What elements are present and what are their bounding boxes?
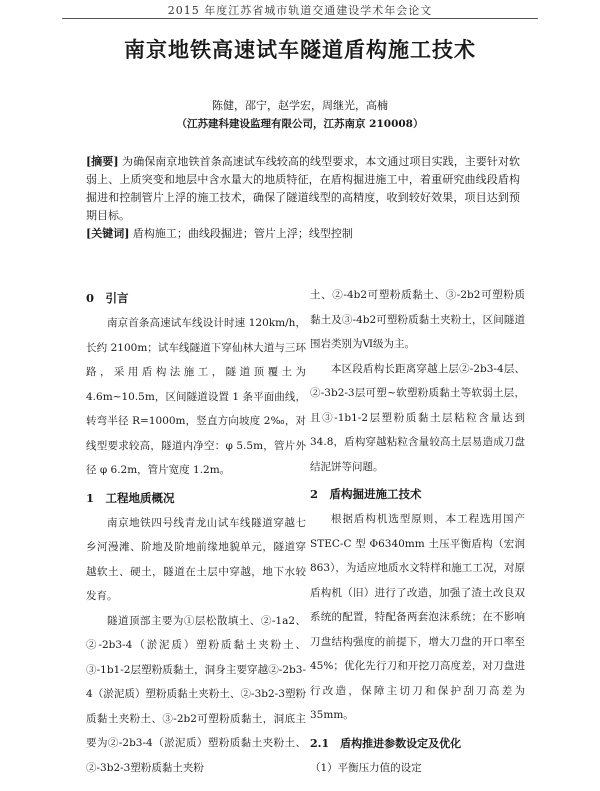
abstract-paragraph xyxy=(86,153,520,225)
abstract-block xyxy=(86,153,520,243)
keywords-label: [关键词] xyxy=(86,227,130,240)
affiliation: （江苏建科建设监理有限公司，江苏南京 210008） xyxy=(176,118,424,130)
geology-paragraph-1: 南京地铁四号线青龙山试车线隧道穿越七乡河漫滩、阶地及阶地前缘地貌单元，隧道穿越软土、硬土，隧道在土层中穿越，地下水较发育。 xyxy=(86,516,306,602)
keywords-paragraph xyxy=(86,225,520,243)
geology-paragraph-continued: 土、②-4b2可塑粉质黏土、③-2b2可塑粉质黏土及③-4b2可塑粉质黏土夹粉土，区间隧道围岩类别为Ⅵ级为主。 xyxy=(310,289,525,350)
author-list: 陈健，邵宁，赵学宏，周继光，高楠 xyxy=(212,99,388,112)
left-column xyxy=(86,283,306,780)
keywords-text: 盾构施工；曲线段掘进；管片上浮；线型控制 xyxy=(132,227,353,240)
subsection-item-1: （1）平衡压力值的设定 xyxy=(310,761,422,774)
header-rule xyxy=(62,18,538,19)
tunneling-paragraph: 根据盾构机选型原则，本工程选用国产 STEC-C 型 Φ6340mm 土压平衡盾构（宏润 863），为适应地质水文特样和施工工况，对原盾构机（旧）进行了改造，加强了渣土改良双系统的配置，特配备两套泡沫系统；在不影响刀盘结构强度的前提下，增大刀盘的开口率至 45%；优化先行刀和开挖刀高度差，对刀盘进行改造，保障主切刀和保护刮刀高差为 35mm。 xyxy=(310,513,525,721)
section-heading-tunneling: 2 盾构掘进施工技术 xyxy=(310,487,422,501)
paper-title: 南京地铁高速试车隧道盾构施工技术 xyxy=(124,37,476,62)
intro-paragraph: 南京首条高速试车线设计时速 120km/h，长约 2100m；试车线隧道下穿仙林大道与三环路，采用盾构法施工，隧道顶覆土为 4.6m~10.5m，区间隧道设置 1 条平面曲线，转弯半径 R=1000m，竖直方向坡度 2‰，对线型要求较高，隧道内净空：φ 5.5m，管片外径 φ 6.2m，管片宽度 1.2m。 xyxy=(86,317,306,476)
abstract-text: 为确保南京地铁首条高速试车线较高的线型要求，本文通过项目实践，主要针对软弱上、上质突变和地层中含水量大的地质特征，在盾构掘进施工中，着重研究曲线段盾构掘进和控制管片上浮的施工技术，确保了隧道线型的高精度，收到较好效果，项目达到预期目标。 xyxy=(86,155,521,222)
section-heading-intro: 0 引言 xyxy=(86,291,129,305)
section-heading-geology: 1 工程地质概况 xyxy=(86,490,175,505)
geology-paragraph-3: 本区段盾构长距离穿越上层②-2b3-4层、②-3b2-3层可塑~软塑粉质黏土等软弱土层，且③-1b1-2层塑粉质黏土层粘粒含量达到 34.8，盾构穿越粘粒含量较高土层易造成刀盘结泥饼等问题。 xyxy=(310,362,525,473)
geology-paragraph-2: 隧道顶部主要为①层松散填土、②-1a2、②-2b3-4（淤泥质）塑粉质黏土夹粉土、③-1b1-2层塑粉质黏土，洞身主要穿越②-2b3-4（淤泥质）塑粉质黏土夹粉土、②-3b2-3塑粉质黏土夹粉土、③-2b2可塑粉质黏土，洞底主要为②-2b3-4（淤泥质）塑粉质黏土夹粉土、②-3b2-3塑粉质黏土夹粉 xyxy=(86,614,306,774)
subsection-heading-parameters: 2.1 盾构推进参数设定及优化 xyxy=(310,736,462,750)
abstract-label: [摘要] xyxy=(86,155,119,168)
right-column xyxy=(310,283,525,780)
running-header: 2015 年度江苏省城市轨道交通建设学术年会论文 xyxy=(167,4,433,17)
